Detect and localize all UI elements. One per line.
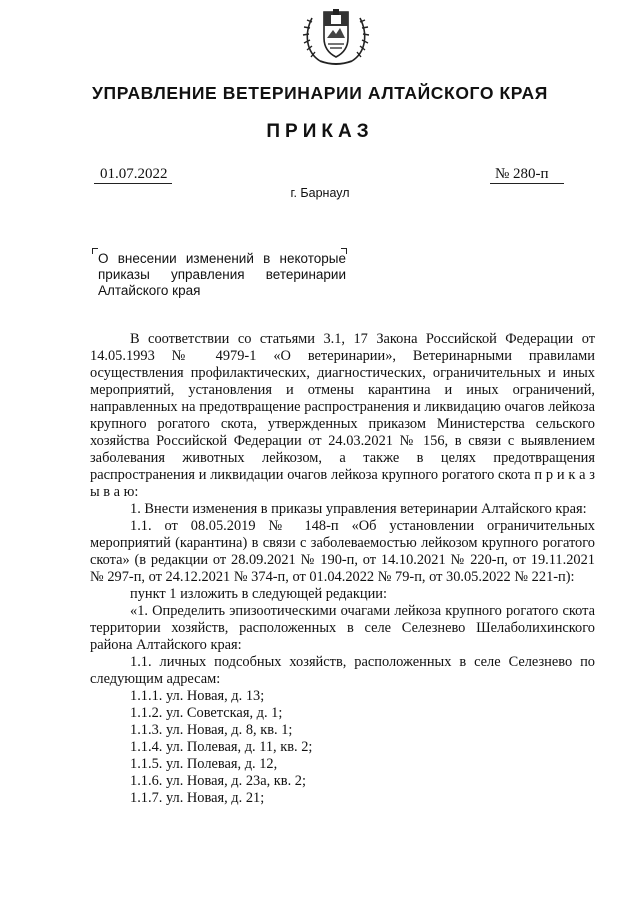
subject-block: [98, 251, 346, 299]
document-number: № 280-п: [495, 166, 549, 182]
address-item: 1.1.1. ул. Новая, д. 13;: [130, 688, 265, 704]
coat-of-arms-icon: [300, 6, 372, 68]
households-paragraph: 1.1. личных подсобных хозяйств, расположенных в селе Селезнево по следующим адресам:: [90, 654, 595, 687]
address-item: 1.1.2. ул. Советская, д. 1;: [130, 705, 283, 721]
document-type: ПРИКАЗ: [266, 121, 374, 142]
instruction-paragraph: пункт 1 изложить в следующей редакции:: [130, 586, 387, 602]
subject-line: приказы управления ветеринарии: [98, 267, 346, 282]
number-underline: [490, 183, 564, 184]
item-1-1-paragraph: 1.1. от 08.05.2019 № 148-п «Об установлении ограничительных мероприятий (карантина) в связи с заболеваемостью лейкозом крупного рогатого скота» (в редакции от 28.09.2021 № 190-п, от 14.10.2021 № 220-п, от 19.11.2021 № 297-п, от 24.12.2021 № 374-п, от 01.04.2022 № 79-п, от 30.05.2022 № 221-п):: [90, 518, 595, 585]
address-item: 1.1.3. ул. Новая, д. 8, кв. 1;: [130, 722, 293, 738]
subject-line: Алтайского края: [98, 283, 201, 298]
address-item: 1.1.6. ул. Новая, д. 23а, кв. 2;: [130, 773, 306, 789]
agency-name: УПРАВЛЕНИЕ ВЕТЕРИНАРИИ АЛТАЙСКОГО КРАЯ: [92, 83, 548, 103]
address-item: 1.1.4. ул. Полевая, д. 11, кв. 2;: [130, 739, 313, 755]
coat-of-arms-emblem: [300, 6, 372, 68]
item-1-paragraph: 1. Внести изменения в приказы управления ветеринарии Алтайского края:: [130, 501, 587, 517]
address-list: [90, 688, 595, 807]
preamble-paragraph: В соответствии со статьями 3.1, 17 Закона Российской Федерации от 14.05.1993 № 4979-1 «О ветеринарии», Ветеринарными правилами осуществления профилактических, диагностических, ограничительных и иных мероприятий, установления и отмены карантина и иных ограничений, направленных на предотвращение распространения и ликвидацию очагов лейкоза крупного рогатого скота, утвержденных приказом Министерства сельского хозяйства Российской Федерации от 24.03.2021 № 156, в связи с выявлением заболевания животных лейкозом, а также в целях предотвращения распространения и ликвидации очагов лейкоза крупного рогатого скота п р и к а з ы в а ю:: [90, 331, 595, 500]
document-body: [90, 331, 595, 807]
document-date: 01.07.2022: [100, 166, 168, 182]
subject-line: О внесении изменений в некоторые: [98, 251, 346, 266]
new-wording-paragraph: «1. Определить эпизоотическими очагами лейкоза крупного рогатого скота территории хозяйств, расположенных в селе Селезнево Шелаболихинского района Алтайского края:: [90, 603, 595, 653]
city-name: г. Барнаул: [290, 186, 350, 200]
date-underline: [94, 183, 172, 184]
address-item: 1.1.7. ул. Новая, д. 21;: [130, 790, 265, 806]
address-item: 1.1.5. ул. Полевая, д. 12,: [130, 756, 278, 772]
